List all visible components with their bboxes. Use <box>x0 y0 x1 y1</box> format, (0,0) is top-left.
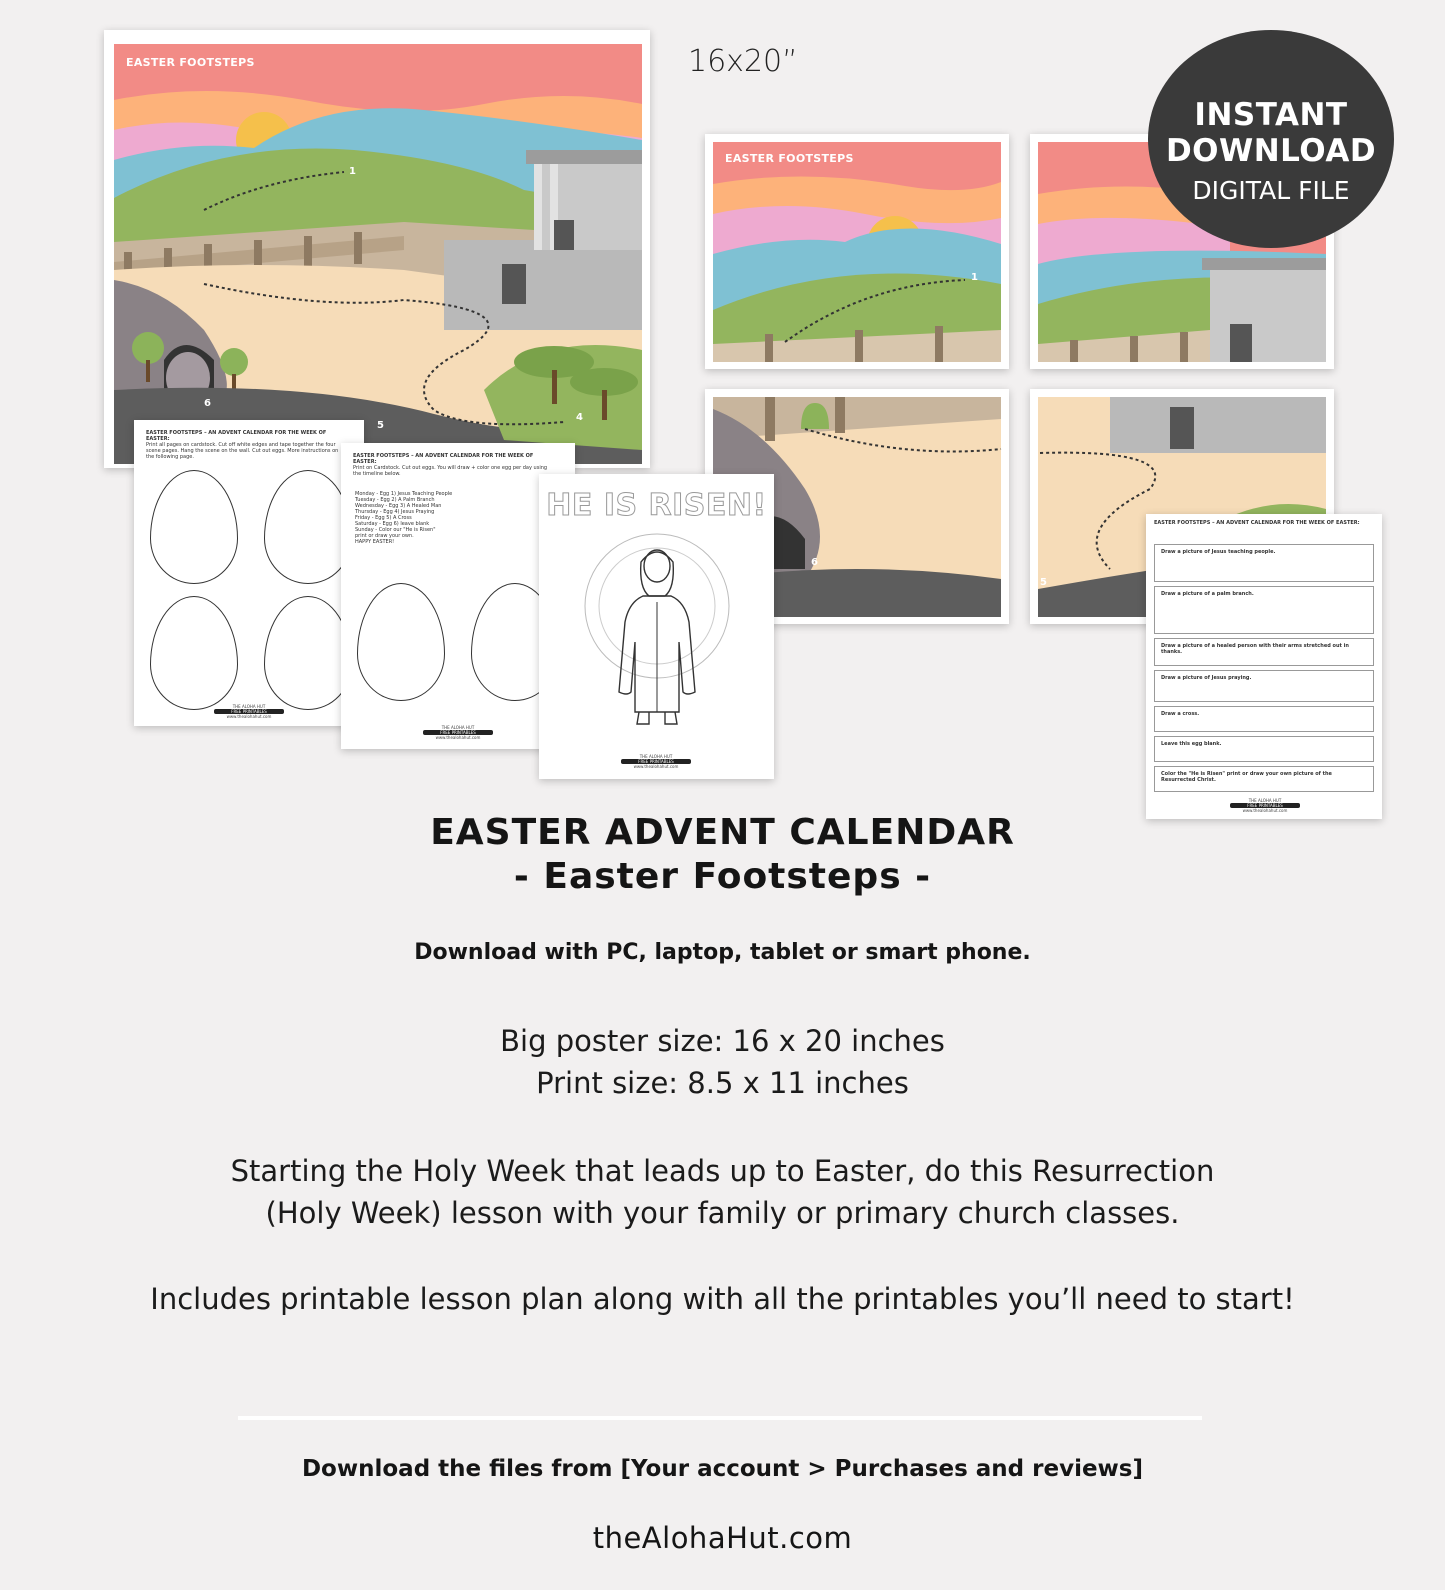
egg-outline <box>150 596 238 710</box>
description-line-1: Starting the Holy Week that leads up to Easter, do this Resurrection <box>230 1154 1215 1188</box>
worksheet-title: EASTER FOOTSTEPS – AN ADVENT CALENDAR FOR THE WEEK OF EASTER: <box>146 430 327 442</box>
brand-credit: THE ALOHA HUT FREE PRINTABLES www.thealohahut.com <box>214 704 284 719</box>
lesson-item-2: Draw a picture of a palm branch. <box>1154 586 1374 634</box>
product-subtitle: - Easter Footsteps - <box>513 856 932 897</box>
brand-credit: THE ALOHA HUT FREE PRINTABLES www.thealohahut.com <box>621 754 691 769</box>
poster-size-text: Big poster size: 16 x 20 inches <box>500 1024 945 1058</box>
print-size-text: Print size: 8.5 x 11 inches <box>536 1066 909 1100</box>
he-is-risen-coloring-page <box>539 474 774 779</box>
tile-scene-illustration <box>705 134 1009 369</box>
brand-credit: THE ALOHA HUT FREE PRINTABLES www.thealohahut.com <box>423 725 493 740</box>
description-line-2: (Holy Week) lesson with your family or primary church classes. <box>265 1196 1180 1230</box>
brand-credit: THE ALOHA HUT FREE PRINTABLES www.thealohahut.com <box>1230 798 1300 813</box>
egg-outline <box>357 583 445 701</box>
coloring-page-title: HE IS RISEN! <box>546 488 767 523</box>
instant-download-badge <box>1148 30 1394 248</box>
egg-outline <box>150 470 238 584</box>
tile-marker-5: 5 <box>1040 577 1047 588</box>
section-divider <box>238 1416 1202 1420</box>
website-url: theAlohaHut.com <box>592 1521 853 1555</box>
egg-outline <box>264 470 352 584</box>
poster-marker-1: 1 <box>349 166 356 177</box>
poster-title: EASTER FOOTSTEPS <box>126 56 255 69</box>
tile-title: EASTER FOOTSTEPS <box>725 152 854 165</box>
lesson-item-7: Color the "He is Risen" print or draw your own picture of the Resurrected Christ. <box>1154 766 1374 792</box>
weekly-schedule: Monday - Egg 1) Jesus Teaching People Tuesday - Egg 2) A Palm Branch Wednesday - Egg 3) A Healed Man Thursday - Egg 4) Jesus Praying Friday - Egg 5) A Cross Saturday - Egg 6) leave blank Sunday - Color our "He is Risen" print or draw your own. HAPPY EASTER! <box>355 491 453 545</box>
worksheet-instructions: Print on Cardstock. Cut out eggs. You will draw + color one egg per day using the timeline below. <box>353 465 548 477</box>
tile-marker-1: 1 <box>971 272 978 283</box>
badge-line-digital-file: DIGITAL FILE <box>1192 176 1350 205</box>
product-title: EASTER ADVENT CALENDAR <box>430 812 1015 853</box>
lesson-item-3: Draw a picture of a healed person with their arms stretched out in thanks. <box>1154 638 1374 666</box>
poster-marker-6: 6 <box>204 398 211 409</box>
worksheet-instructions: Print all pages on cardstock. Cut off white edges and tape together the four scene pages. Hang the scene on the wall. Cut out eggs. More instructions on the following page. <box>146 442 339 460</box>
lesson-item-1: Draw a picture of Jesus teaching people. <box>1154 544 1374 582</box>
poster-size-label: 16x20” <box>688 44 798 79</box>
egg-outline <box>264 596 352 710</box>
lesson-item-4: Draw a picture of Jesus praying. <box>1154 670 1374 702</box>
egg-worksheet-1 <box>134 420 364 726</box>
lesson-plan-title: EASTER FOOTSTEPS – AN ADVENT CALENDAR FOR THE WEEK OF EASTER: <box>1154 520 1360 526</box>
poster-marker-4: 4 <box>576 412 583 423</box>
poster-marker-5: 5 <box>377 420 384 431</box>
account-download-note: Download the files from [Your account > Purchases and reviews] <box>301 1456 1144 1482</box>
poster-preview <box>104 30 650 468</box>
description-line-3: Includes printable lesson plan along with all the printables you’ll need to start! <box>150 1282 1295 1316</box>
poster-scene-illustration <box>104 30 650 468</box>
worksheet-title: EASTER FOOTSTEPS – AN ADVENT CALENDAR FOR THE WEEK OF EASTER: <box>353 453 534 465</box>
badge-line-instant: INSTANT <box>1194 97 1348 133</box>
download-devices-note: Download with PC, laptop, tablet or smart phone. <box>414 940 1031 965</box>
tile-marker-6: 6 <box>811 557 818 568</box>
scene-tile-top-left <box>705 134 1009 369</box>
lesson-item-5: Draw a cross. <box>1154 706 1374 732</box>
badge-line-download: DOWNLOAD <box>1165 133 1377 169</box>
lesson-plan-page <box>1146 514 1382 819</box>
jesus-line-art <box>579 532 735 732</box>
lesson-item-6: Leave this egg blank. <box>1154 736 1374 762</box>
